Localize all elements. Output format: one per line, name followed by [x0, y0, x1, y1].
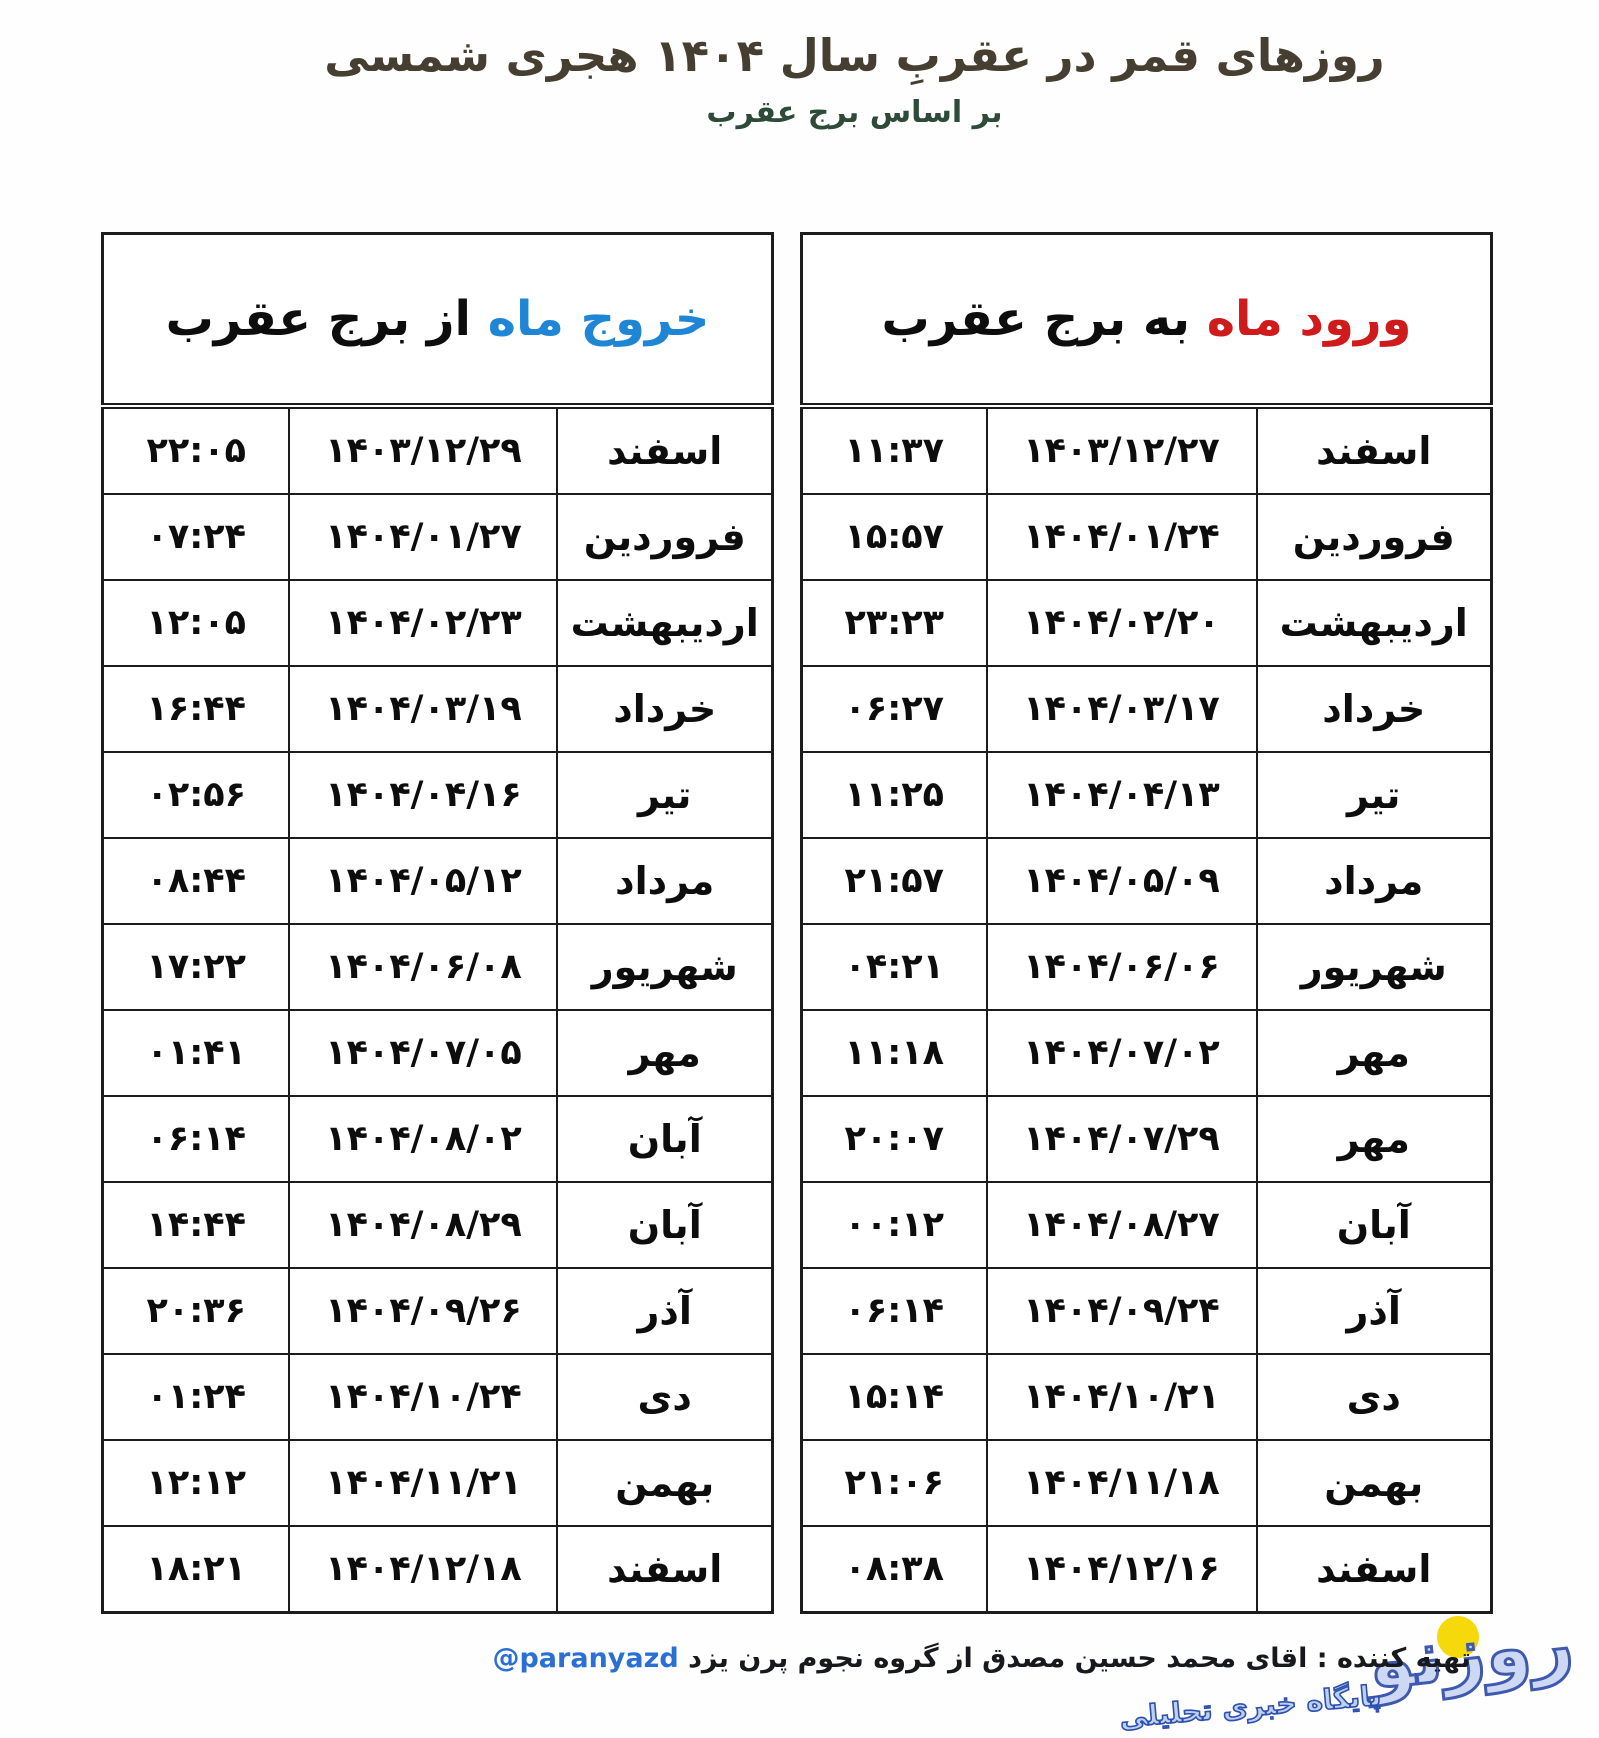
table-row [102, 1526, 772, 1613]
page-title: روزهای قمر در عقربِ سال ۱۴۰۴ هجری شمسی [324, 29, 1385, 82]
time-value: ۰۱:۴۱ [146, 1033, 246, 1073]
table-row [801, 580, 1491, 666]
time-value: ۱۱:۳۷ [844, 431, 944, 471]
date-value: ۱۴۰۴/۰۸/۲۹ [325, 1205, 522, 1245]
time-value: ۰۶:۱۴ [844, 1291, 944, 1331]
date-cell [289, 580, 557, 666]
month-cell: آبان [557, 1096, 772, 1182]
table-row [102, 1010, 772, 1096]
time-value: ۰۸:۴۴ [146, 861, 246, 901]
entry-header-rest: به برج عقرب [881, 291, 1190, 347]
time-cell [801, 924, 986, 1010]
date-value: ۱۴۰۴/۰۹/۲۴ [1023, 1291, 1220, 1331]
date-cell [289, 1182, 557, 1268]
date-cell [987, 1268, 1257, 1354]
date-value: ۱۴۰۳/۱۲/۲۹ [325, 431, 522, 471]
date-cell [289, 838, 557, 924]
time-cell [102, 924, 289, 1010]
time-cell [801, 580, 986, 666]
date-value: ۱۴۰۴/۱۰/۲۱ [1023, 1377, 1220, 1417]
credit-text: تهیه کننده : اقای محمد حسین مصدق از گروه نجوم پرن یزد [688, 1643, 1471, 1674]
time-cell [801, 1268, 986, 1354]
date-cell [987, 1010, 1257, 1096]
logo-wordmark: روزنو [1363, 1599, 1577, 1707]
date-cell [289, 1440, 557, 1526]
time-value: ۲۱:۰۶ [844, 1463, 944, 1503]
table-row [102, 924, 772, 1010]
entry-header-highlight: ورود ماه [1206, 291, 1412, 347]
table-row [801, 838, 1491, 924]
month-cell: اسفند [557, 1526, 772, 1613]
time-cell [102, 580, 289, 666]
social-handle: @paranyazd [492, 1643, 679, 1674]
date-cell [987, 494, 1257, 580]
date-cell [289, 666, 557, 752]
month-cell: اسفند [1257, 1526, 1492, 1613]
time-value: ۰۸:۳۸ [844, 1549, 944, 1589]
time-value: ۰۱:۲۴ [146, 1377, 246, 1417]
month-cell: بهمن [557, 1440, 772, 1526]
date-cell [289, 1096, 557, 1182]
date-cell [289, 752, 557, 838]
time-value: ۱۸:۲۱ [146, 1549, 246, 1589]
month-cell: آذر [557, 1268, 772, 1354]
time-cell [102, 1526, 289, 1613]
time-value: ۲۰:۳۶ [146, 1291, 246, 1331]
time-cell [102, 1010, 289, 1096]
date-cell [987, 838, 1257, 924]
time-cell [102, 406, 289, 494]
date-cell [289, 1268, 557, 1354]
date-value: ۱۴۰۴/۰۲/۲۳ [325, 603, 522, 643]
entry-table-header [801, 234, 1491, 407]
date-value: ۱۴۰۴/۰۷/۰۲ [1023, 1033, 1220, 1073]
month-cell: اسفند [557, 406, 772, 494]
table-row [801, 406, 1491, 494]
date-cell [987, 1096, 1257, 1182]
table-row [801, 924, 1491, 1010]
table-row [801, 494, 1491, 580]
table-row [102, 1440, 772, 1526]
date-cell [987, 1440, 1257, 1526]
exit-table-header-row [102, 234, 772, 407]
date-value: ۱۴۰۴/۰۳/۱۹ [325, 689, 522, 729]
month-cell: آبان [557, 1182, 772, 1268]
table-row [102, 666, 772, 752]
exit-table-header [102, 234, 772, 407]
table-row [801, 752, 1491, 838]
time-value: ۱۷:۲۲ [146, 947, 246, 987]
month-cell: تیر [557, 752, 772, 838]
month-cell: مهر [1257, 1096, 1492, 1182]
date-value: ۱۴۰۴/۰۶/۰۸ [325, 947, 522, 987]
time-cell [801, 1096, 986, 1182]
table-row [801, 666, 1491, 752]
time-value: ۰۷:۲۴ [146, 517, 246, 557]
exit-header-highlight: خروج ماه [487, 291, 710, 347]
logo-tagline: پایگاه خبری تحلیلی [1117, 1678, 1382, 1735]
month-cell: فروردین [557, 494, 772, 580]
month-cell: شهریور [1257, 924, 1492, 1010]
date-cell [987, 1354, 1257, 1440]
date-value: ۱۴۰۴/۱۲/۱۸ [325, 1549, 522, 1589]
table-row [102, 1182, 772, 1268]
credit-line [0, 1643, 1471, 1674]
time-cell [801, 1526, 986, 1613]
table-row [801, 1096, 1491, 1182]
month-cell: مرداد [557, 838, 772, 924]
exit-table [101, 232, 774, 1614]
date-value: ۱۴۰۴/۰۵/۱۲ [325, 861, 522, 901]
date-cell [289, 1354, 557, 1440]
time-cell [102, 1268, 289, 1354]
date-value: ۱۴۰۴/۰۵/۰۹ [1023, 861, 1220, 901]
date-value: ۱۴۰۳/۱۲/۲۷ [1023, 431, 1220, 471]
date-value: ۱۴۰۴/۰۷/۰۵ [325, 1033, 522, 1073]
date-cell [987, 406, 1257, 494]
time-value: ۱۲:۱۲ [146, 1463, 246, 1503]
date-value: ۱۴۰۴/۰۱/۲۷ [325, 517, 522, 557]
date-value: ۱۴۰۴/۰۷/۲۹ [1023, 1119, 1220, 1159]
time-value: ۲۱:۵۷ [844, 861, 944, 901]
date-cell [289, 1010, 557, 1096]
date-value: ۱۴۰۴/۰۶/۰۶ [1023, 947, 1220, 987]
date-cell [987, 580, 1257, 666]
month-cell: بهمن [1257, 1440, 1492, 1526]
time-value: ۰۲:۵۶ [146, 775, 246, 815]
table-row [102, 1268, 772, 1354]
table-row [801, 1354, 1491, 1440]
entry-table-header-row [801, 234, 1491, 407]
time-cell [801, 1182, 986, 1268]
time-cell [102, 666, 289, 752]
time-value: ۰۶:۲۷ [844, 689, 944, 729]
time-value: ۱۱:۲۵ [844, 775, 944, 815]
time-cell [801, 406, 986, 494]
month-cell: شهریور [557, 924, 772, 1010]
time-value: ۱۱:۱۸ [844, 1033, 944, 1073]
table-row [102, 406, 772, 494]
date-value: ۱۴۰۴/۱۱/۱۸ [1023, 1463, 1220, 1503]
date-cell [987, 666, 1257, 752]
heading-block [110, 26, 1599, 130]
table-row [801, 1010, 1491, 1096]
date-cell [289, 924, 557, 1010]
time-value: ۱۴:۴۴ [146, 1205, 246, 1245]
month-cell: مهر [1257, 1010, 1492, 1096]
time-cell [801, 666, 986, 752]
month-cell: آبان [1257, 1182, 1492, 1268]
date-value: ۱۴۰۴/۰۸/۰۲ [325, 1119, 522, 1159]
date-value: ۱۴۰۴/۱۱/۲۱ [325, 1463, 522, 1503]
month-cell: خرداد [557, 666, 772, 752]
date-cell [289, 406, 557, 494]
table-row [801, 1268, 1491, 1354]
month-cell: مهر [557, 1010, 772, 1096]
time-value: ۲۳:۲۳ [844, 603, 944, 643]
month-cell: اسفند [1257, 406, 1492, 494]
date-cell [289, 494, 557, 580]
time-cell [102, 752, 289, 838]
date-value: ۱۴۰۴/۰۳/۱۷ [1023, 689, 1220, 729]
entry-table [800, 232, 1493, 1614]
time-cell [102, 1354, 289, 1440]
table-row [102, 1096, 772, 1182]
exit-header-rest: از برج عقرب [165, 291, 471, 347]
tables-container [101, 232, 1493, 1614]
month-cell: مرداد [1257, 838, 1492, 924]
month-cell: آذر [1257, 1268, 1492, 1354]
date-value: ۱۴۰۴/۰۲/۲۰ [1023, 603, 1220, 643]
month-cell: اردیبهشت [1257, 580, 1492, 666]
date-cell [289, 1526, 557, 1613]
date-value: ۱۴۰۴/۰۱/۲۴ [1023, 517, 1220, 557]
date-cell [987, 1182, 1257, 1268]
date-value: ۱۴۰۴/۰۹/۲۶ [325, 1291, 522, 1331]
time-cell [801, 1440, 986, 1526]
time-value: ۱۶:۴۴ [146, 689, 246, 729]
time-cell [102, 1182, 289, 1268]
month-cell: تیر [1257, 752, 1492, 838]
month-cell: خرداد [1257, 666, 1492, 752]
time-cell [801, 1354, 986, 1440]
time-value: ۱۵:۵۷ [844, 517, 944, 557]
month-cell: دی [557, 1354, 772, 1440]
time-cell [102, 494, 289, 580]
time-cell [102, 838, 289, 924]
date-value: ۱۴۰۴/۰۴/۱۳ [1023, 775, 1220, 815]
table-row [102, 494, 772, 580]
time-cell [801, 494, 986, 580]
time-value: ۱۵:۱۴ [844, 1377, 944, 1417]
month-cell: اردیبهشت [557, 580, 772, 666]
date-cell [987, 924, 1257, 1010]
table-row [102, 838, 772, 924]
time-cell [801, 752, 986, 838]
table-row [102, 752, 772, 838]
time-value: ۰۴:۲۱ [844, 947, 944, 987]
table-row [102, 1354, 772, 1440]
table-row [801, 1440, 1491, 1526]
table-row [102, 580, 772, 666]
time-value: ۰۰:۱۲ [844, 1205, 944, 1245]
month-cell: دی [1257, 1354, 1492, 1440]
date-value: ۱۴۰۴/۱۰/۲۴ [325, 1377, 522, 1417]
page-subtitle: بر اساس برج عقرب [706, 94, 1003, 130]
time-value: ۲۲:۰۵ [146, 431, 246, 471]
date-value: ۱۴۰۴/۱۲/۱۶ [1023, 1549, 1220, 1589]
time-value: ۰۶:۱۴ [146, 1119, 246, 1159]
date-value: ۱۴۰۴/۰۴/۱۶ [325, 775, 522, 815]
time-cell [801, 1010, 986, 1096]
date-cell [987, 752, 1257, 838]
time-cell [102, 1096, 289, 1182]
time-value: ۲۰:۰۷ [844, 1119, 944, 1159]
date-value: ۱۴۰۴/۰۸/۲۷ [1023, 1205, 1220, 1245]
table-row [801, 1182, 1491, 1268]
time-cell [801, 838, 986, 924]
time-value: ۱۲:۰۵ [146, 603, 246, 643]
month-cell: فروردین [1257, 494, 1492, 580]
time-cell [102, 1440, 289, 1526]
